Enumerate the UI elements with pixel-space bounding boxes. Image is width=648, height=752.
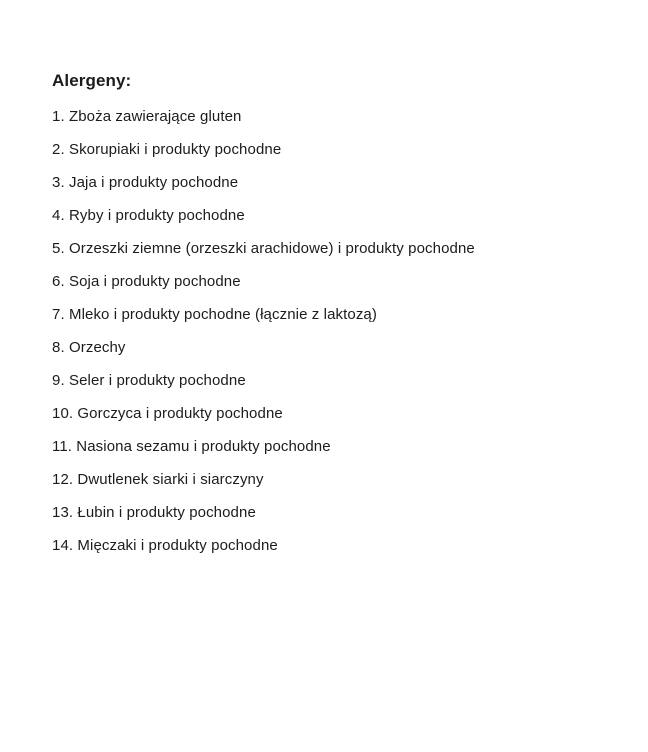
page-title: Alergeny: — [52, 71, 132, 90]
allergen-list-item: 10. Gorczyca i produkty pochodne — [52, 405, 283, 422]
allergen-list-item: 4. Ryby i produkty pochodne — [52, 207, 245, 224]
allergen-list-item: 8. Orzechy — [52, 339, 126, 356]
allergen-list-item: 13. Łubin i produkty pochodne — [52, 504, 256, 521]
allergen-list-item: 1. Zboża zawierające gluten — [52, 108, 242, 125]
allergen-list-item: 7. Mleko i produkty pochodne (łącznie z laktozą) — [52, 306, 377, 323]
allergen-list-item: 11. Nasiona sezamu i produkty pochodne — [52, 438, 331, 455]
allergen-list-item: 6. Soja i produkty pochodne — [52, 273, 241, 290]
allergen-list-item: 12. Dwutlenek siarki i siarczyny — [52, 471, 264, 488]
allergen-list-item: 2. Skorupiaki i produkty pochodne — [52, 141, 282, 158]
allergen-list-item: 14. Mięczaki i produkty pochodne — [52, 537, 278, 554]
allergen-list — [52, 109, 608, 553]
allergen-list-item: 9. Seler i produkty pochodne — [52, 372, 246, 389]
allergen-list-item: 3. Jaja i produkty pochodne — [52, 174, 239, 191]
allergen-list-item: 5. Orzeszki ziemne (orzeszki arachidowe) i produkty pochodne — [52, 240, 475, 257]
